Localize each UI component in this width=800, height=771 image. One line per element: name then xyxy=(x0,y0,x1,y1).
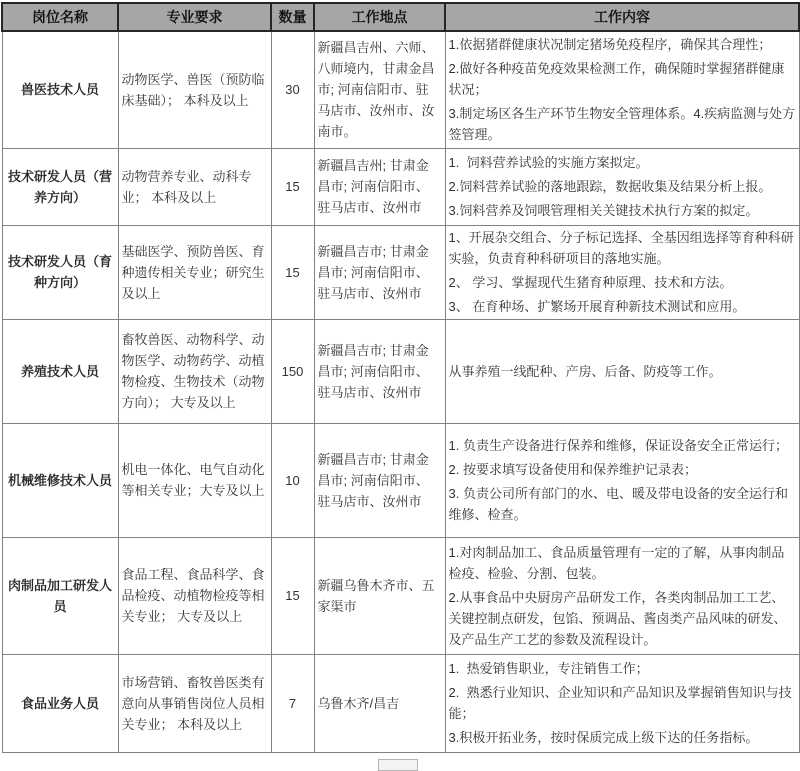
duty-line: 3、 在育种场、扩繁场开展育种新技术测试和应用。 xyxy=(448,299,746,314)
duty-line: 1. 饲料营养试验的实施方案拟定。 xyxy=(448,155,649,170)
duty-line: 1.依据猪群健康状况制定猪场免疫程序，确保其合理性； xyxy=(448,37,772,53)
column-header-duties: 工作内容 xyxy=(445,3,799,31)
location-cell: 新疆昌吉市; 甘肃金昌市; 河南信阳市、驻马店市、汝州市 xyxy=(314,423,445,537)
requirements-cell: 动物营养专业、动科专业； 本科及以上 xyxy=(118,148,271,225)
position-cell: 肉制品加工研发人员 xyxy=(2,537,118,654)
count-cell: 150 xyxy=(271,319,314,423)
duty-line: 2.饲料营养试验的落地跟踪，数据收集及结果分析上报。 xyxy=(448,179,772,194)
table-row xyxy=(2,423,799,537)
count-cell: 15 xyxy=(271,225,314,319)
duty-line: 2.做好各种疫苗免疫效果检测工作，确保随时掌握猪群健康状况； xyxy=(448,61,785,98)
duties-cell xyxy=(445,423,799,537)
location-cell: 新疆昌吉州; 甘肃金昌市; 河南信阳市、驻马店市、汝州市 xyxy=(314,148,445,225)
position-cell: 养殖技术人员 xyxy=(2,319,118,423)
duty-line: 3.制定场区各生产环节生物安全管理体系。4.疾病监测与处方签管理。 xyxy=(448,106,796,143)
duty-line: 1. 负责生产设备进行保养和维修，保证设备安全正常运行； xyxy=(448,438,788,453)
position-cell: 兽医技术人员 xyxy=(2,31,118,148)
requirements-cell: 畜牧兽医、动物科学、动物医学、动物药学、动植物检疫、生物技术（动物方向）； 大专及以上 xyxy=(118,319,271,423)
count-cell: 15 xyxy=(271,148,314,225)
clipped-cell-artifact xyxy=(378,759,418,771)
duty-line: 1. 热爱销售职业，专注销售工作； xyxy=(448,661,649,676)
table-row xyxy=(2,148,799,225)
table-row xyxy=(2,654,799,752)
location-cell: 新疆昌吉市; 甘肃金昌市; 河南信阳市、驻马店市、汝州市 xyxy=(314,319,445,423)
table-header-row xyxy=(2,3,799,31)
position-cell: 食品业务人员 xyxy=(2,654,118,752)
count-cell: 7 xyxy=(271,654,314,752)
requirements-cell: 基础医学、预防兽医、育种遗传相关专业；研究生及以上 xyxy=(118,225,271,319)
duty-line: 2. 熟悉行业知识、企业知识和产品知识及掌握销售知识与技能； xyxy=(448,685,792,721)
count-cell: 30 xyxy=(271,31,314,148)
duty-line: 3.积极开拓业务，按时保质完成上级下达的任务指标。 xyxy=(448,730,759,745)
requirements-cell: 食品工程、食品科学、食品检疫、动植物检疫等相关专业； 大专及以上 xyxy=(118,537,271,654)
job-recruitment-table xyxy=(1,2,800,753)
duty-line: 2. 按要求填写设备使用和保养维护记录表； xyxy=(448,462,697,477)
requirements-cell: 动物医学、兽医（预防临床基础）； 本科及以上 xyxy=(118,31,271,148)
count-cell: 10 xyxy=(271,423,314,537)
duties-cell xyxy=(445,537,799,654)
column-header-location: 工作地点 xyxy=(314,3,445,31)
duty-line: 1、开展杂交组合、分子标记选择、全基因组选择等育种科研实验，负责育种科研项目的落地实施。 xyxy=(448,230,794,266)
table-row xyxy=(2,537,799,654)
position-cell: 技术研发人员（育种方向） xyxy=(2,225,118,319)
table-row xyxy=(2,31,799,148)
duty-line: 从事养殖一线配种、产房、后备、防疫等工作。 xyxy=(448,363,722,379)
duty-line: 2、 学习、掌握现代生猪育种原理、技术和方法。 xyxy=(448,275,733,290)
duties-cell xyxy=(445,654,799,752)
location-cell: 新疆乌鲁木齐市、五家渠市 xyxy=(314,537,445,654)
column-header-count: 数量 xyxy=(271,3,314,31)
requirements-cell: 市场营销、畜牧兽医类有意向从事销售岗位人员相关专业； 本科及以上 xyxy=(118,654,271,752)
count-cell: 15 xyxy=(271,537,314,654)
location-cell: 新疆昌吉市; 甘肃金昌市; 河南信阳市、驻马店市、汝州市 xyxy=(314,225,445,319)
column-header-requirements: 专业要求 xyxy=(118,3,271,31)
table-row xyxy=(2,225,799,319)
location-cell: 乌鲁木齐/昌吉 xyxy=(314,654,445,752)
position-cell: 机械维修技术人员 xyxy=(2,423,118,537)
column-header-position: 岗位名称 xyxy=(2,3,118,31)
duties-cell xyxy=(445,31,799,148)
table-row xyxy=(2,319,799,423)
location-cell: 新疆昌吉州、六师、八师境内，甘肃金昌市; 河南信阳市、驻马店市、汝州市、汝南市。 xyxy=(314,31,445,148)
duty-line: 3.饲料营养及饲喂管理相关关键技术执行方案的拟定。 xyxy=(448,203,759,218)
duties-cell xyxy=(445,225,799,319)
job-table-body xyxy=(2,31,799,752)
duty-line: 3. 负责公司所有部门的水、电、暖及带电设备的安全运行和维修、检查。 xyxy=(448,486,788,522)
duties-cell xyxy=(445,319,799,423)
requirements-cell: 机电一体化、电气自动化等相关专业；大专及以上 xyxy=(118,423,271,537)
duty-line: 2.从事食品中央厨房产品研发工作，各类肉制品加工工艺、关键控制点研发，包馅、预调品、酱卤类产品风味的研发、及产品生产工艺的参数及流程设计。 xyxy=(448,589,787,647)
duty-line: 1.对肉制品加工、食品质量管理有一定的了解，从事肉制品检疫、检验、分割、包装。 xyxy=(448,544,785,581)
position-cell: 技术研发人员（营养方向） xyxy=(2,148,118,225)
duties-cell xyxy=(445,148,799,225)
